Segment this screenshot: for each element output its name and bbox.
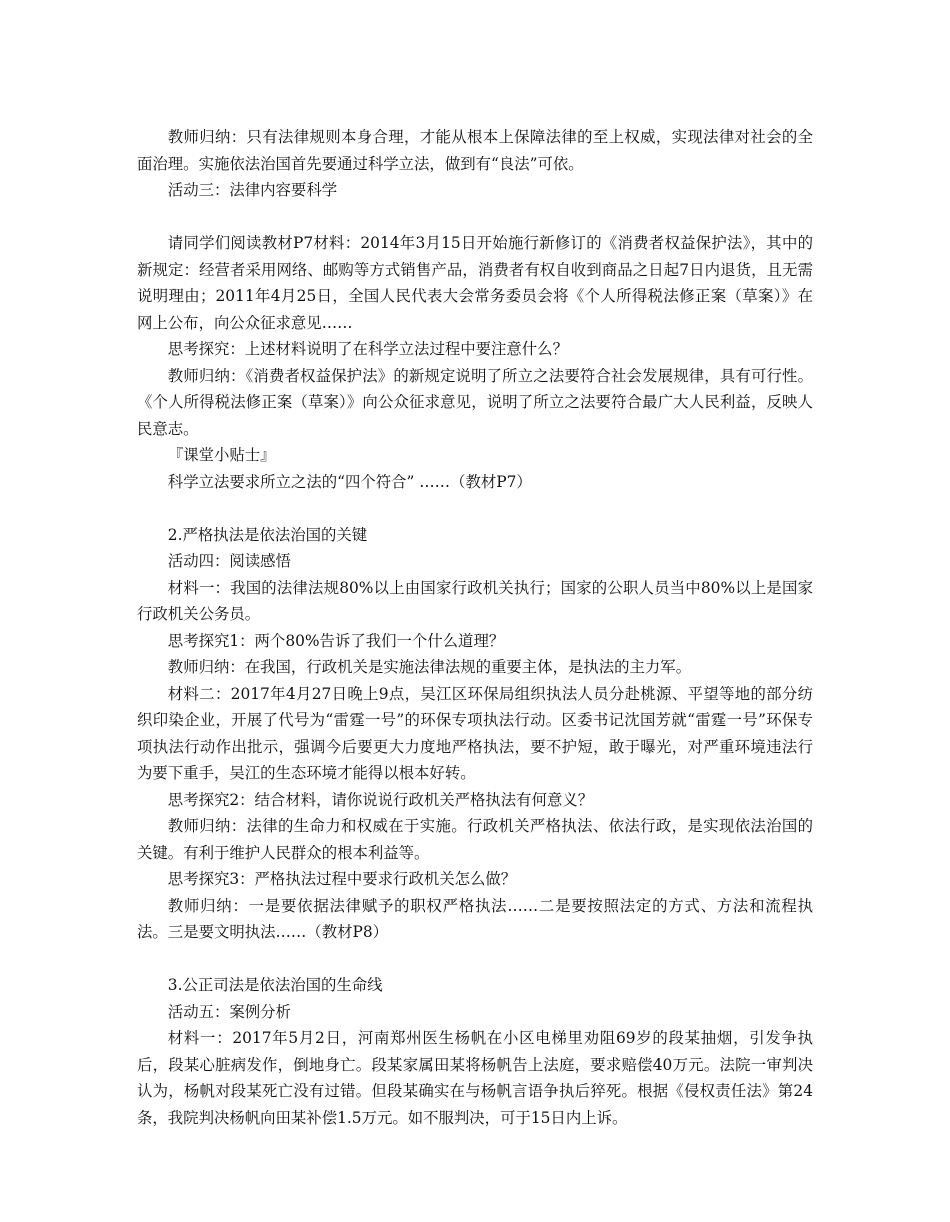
heading-classroom-tips: 『课堂小贴士』 xyxy=(167,446,276,464)
heading-activity-3: 活动三：法律内容要科学 xyxy=(167,181,338,199)
paragraph-four-conformities: 科学立法要求所立之法的“四个符合” ……（教材P7） xyxy=(167,472,532,491)
blank-line xyxy=(137,946,813,973)
heading-section-3: 3.公正司法是依法治国的生命线 xyxy=(167,976,383,994)
paragraph-think-explore: 思考探究：上述材料说明了在科学立法过程中要注意什么？ xyxy=(167,340,568,358)
heading-activity-4: 活动四：阅读感悟 xyxy=(167,552,291,570)
paragraph-material-1-case: 材料一：2017年5月2日，河南郑州医生杨帆在小区电梯里劝阻69岁的段某抽烟，引发争执后，段某心脏病发作，倒地身亡。段某家属田某将杨帆告上法庭，要求赔偿40万元。法院一审判决认为，杨帆对段某死亡没有过错。但段某确实在与杨帆言语争执后猝死。根据《侵权责任法》第24条，我院判决杨帆向田某补偿1.5万元。如不服判决，可于15日内上诉。 xyxy=(137,1029,813,1127)
paragraph-teacher-summary-enforcement: 教师归纳：法律的生命力和权威在于实施。行政机关严格执法、依法行政，是实现依法治国的关键。有利于维护人民群众的根本利益等。 xyxy=(137,817,813,862)
paragraph-think-explore-2: 思考探究2：结合材料，请你说说行政机关严格执法有何意义？ xyxy=(167,790,594,809)
paragraph-material-2-thunder: 材料二：2017年4月27日晚上9点，吴江区环保局组织执法人员分赴桃源、平望等地的部分纺织印染企业，开展了代号为“雷霆一号”的环保专项执法行动。区委书记沈国芳就“雷霆一号”环保专项执法行动作出批示，强调今后要更大力度地严格执法，要不护短，敢于曝光，对严重环境违法行为要下重手，吴江的生态环境才能得以根本好转。 xyxy=(137,684,813,782)
paragraph-teacher-summary-good-law: 教师归纳：只有法律规则本身合理，才能从根本上保障法律的至上权威，实现法律对社会的全面治理。实施依法治国首先要通过科学立法，做到有“良法”可依。 xyxy=(137,128,813,173)
blank-line xyxy=(137,204,813,231)
paragraph-think-explore-3: 思考探究3：严格执法过程中要求行政机关怎么做？ xyxy=(167,870,517,888)
paragraph-teacher-summary-requirements: 教师归纳：一是要依据法律赋予的职权严格执法……二是要按照法定的方式、方法和流程执法。三是要文明执法……（教材P8） xyxy=(137,896,813,941)
heading-section-2: 2.严格执法是依法治国的关键 xyxy=(167,525,368,544)
heading-activity-5: 活动五：案例分析 xyxy=(167,1002,291,1021)
blank-line xyxy=(137,495,813,522)
document-page xyxy=(137,124,813,1131)
paragraph-teacher-summary-administrative: 教师归纳：在我国，行政机关是实施法律法规的重要主体，是执法的主力军。 xyxy=(167,658,692,676)
paragraph-think-explore-1: 思考探究1：两个80%告诉了我们一个什么道理？ xyxy=(167,631,505,650)
paragraph-material-1-80-percent: 材料一：我国的法律法规80%以上由国家行政机关执行；国家的公职人员当中80%以上是国家行政机关公务员。 xyxy=(137,578,813,623)
paragraph-reading-material-p7: 请同学们阅读教材P7材料：2014年3月15日开始施行新修订的《消费者权益保护法》，其中的新规定：经营者采用网络、邮购等方式销售产品，消费者有权自收到商品之日起7日内退货，且无需说明理由；2011年4月25日，全国人民代表大会常务委员会将《个人所得税法修正案（草案）》在网上公布，向公众征求意见…… xyxy=(137,234,813,332)
paragraph-teacher-summary-legislation: 教师归纳：《消费者权益保护法》的新规定说明了所立之法要符合社会发展规律，具有可行性。《个人所得税法修正案（草案）》向公众征求意见，说明了所立之法要符合最广大人民利益，反映人民意志。 xyxy=(137,366,813,438)
